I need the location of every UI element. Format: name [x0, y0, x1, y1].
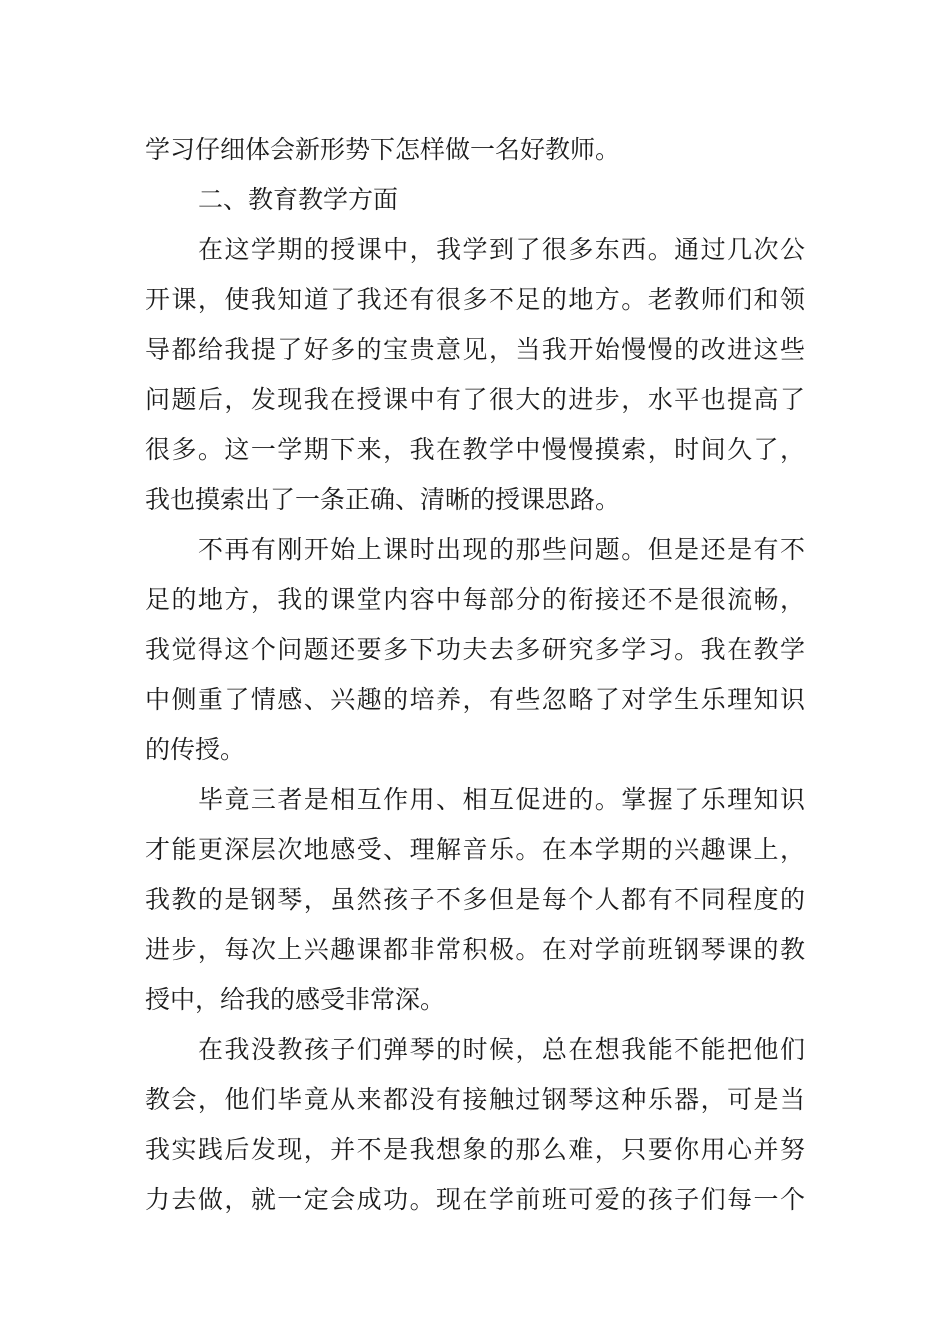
text-line: 开课，使我知道了我还有很多不足的地方。老教师们和领 [145, 285, 805, 314]
text-line: 中侧重了情感、兴趣的培养，有些忽略了对学生乐理知识 [145, 685, 805, 714]
text-line: 很多。这一学期下来，我在教学中慢慢摸索，时间久了， [145, 435, 805, 464]
text-line: 不再有刚开始上课时出现的那些问题。但是还是有不 [198, 535, 805, 564]
section-heading: 二、教育教学方面 [198, 185, 399, 214]
text-line: 才能更深层次地感受、理解音乐。在本学期的兴趣课上， [145, 835, 805, 864]
text-line: 教会，他们毕竟从来都没有接触过钢琴这种乐器，可是当 [145, 1085, 805, 1114]
text-line: 授中，给我的感受非常深。 [145, 985, 446, 1014]
text-line: 进步，每次上兴趣课都非常积极。在对学前班钢琴课的教 [145, 935, 805, 964]
text-line: 我教的是钢琴，虽然孩子不多但是每个人都有不同程度的 [145, 885, 805, 914]
text-line: 足的地方，我的课堂内容中每部分的衔接还不是很流畅， [145, 585, 805, 614]
text-line: 的传授。 [145, 735, 246, 764]
text-line: 我也摸索出了一条正确、清晰的授课思路。 [145, 485, 621, 514]
text-line: 我觉得这个问题还要多下功夫去多研究多学习。我在教学 [145, 635, 805, 664]
text-line: 问题后，发现我在授课中有了很大的进步，水平也提高了 [145, 385, 805, 414]
text-line: 在这学期的授课中，我学到了很多东西。通过几次公 [198, 235, 805, 264]
text-line: 导都给我提了好多的宝贵意见，当我开始慢慢的改进这些 [145, 335, 805, 364]
text-line: 在我没教孩子们弹琴的时候，总在想我能不能把他们 [198, 1035, 805, 1064]
text-line: 力去做，就一定会成功。现在学前班可爱的孩子们每一个 [145, 1185, 805, 1214]
text-line: 毕竟三者是相互作用、相互促进的。掌握了乐理知识 [198, 785, 805, 814]
text-line: 学习仔细体会新形势下怎样做一名好教师。 [145, 135, 621, 164]
text-line: 我实践后发现，并不是我想象的那么难，只要你用心并努 [145, 1135, 805, 1164]
